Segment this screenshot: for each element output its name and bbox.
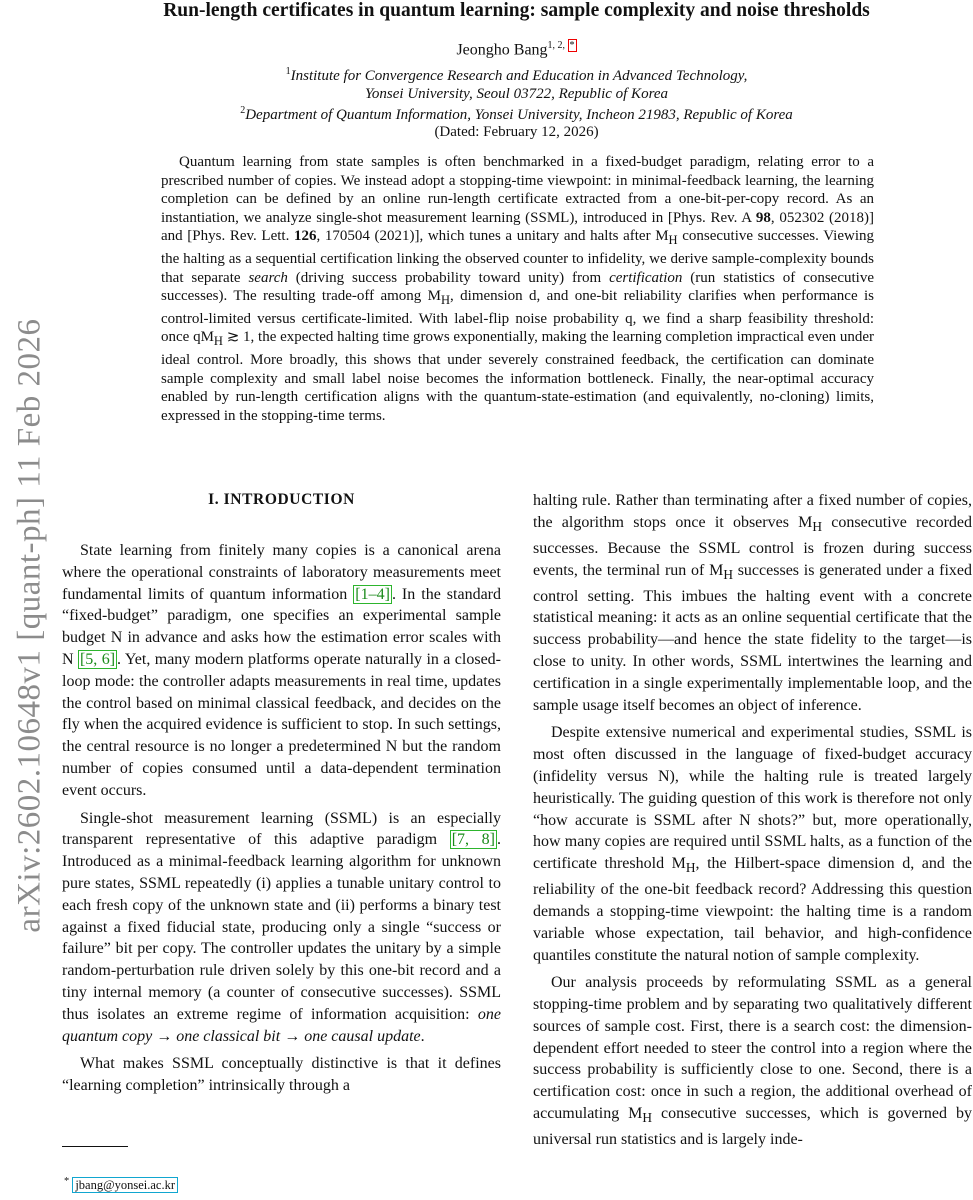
email-link[interactable]: jbang@yonsei.ac.kr [72, 1177, 178, 1193]
arxiv-identifier: arXiv:2602.10648v1 [quant-ph] 11 Feb 2026 [11, 317, 48, 933]
paragraph: State learning from finitely many copies is a canonical arena where the operational constraints of laboratory measurements meet fundamental limits of quantum information [1–4] . In the standard “fixed-budget” paradigm, one specifies an experimental sample budget N in advance and asks how the estimation error scales with N [5, 6] . Yet, many modern platforms operate naturally in a closed-loop mode: the controller adapts measurements in real time, updates the control based on minimal classical feedback, and decides on the fly when the acquired evidence is sufficient to stop. In such settings, the central resource is no longer a predetermined N but the random number of copies consumed until a data-dependent termination event occurs. [62, 542, 502, 799]
paragraph: Our analysis proceeds by reformulating SSML as a general stopping-time problem and by separating two qualitatively different sources of sample cost. First, there is a search cost: the dimension-dependent effort needed to steer the control into a region where the success probability is sufficiently close to one. Second, there is a certification cost: once in such a region, the additional overhead of accumulating $M_H$ consecutive successes, which is governed by universal run statistics and is largely inde- [533, 974, 972, 1149]
footnote-divider [62, 1146, 128, 1147]
author-email-link[interactable]: * [569, 40, 575, 51]
citation-link[interactable]: [1–4] [355, 585, 390, 603]
footnote: * jbang@yonsei.ac.kr [64, 1176, 178, 1193]
paragraph: halting rule. Rather than terminating after a fixed number of copies, the algorithm stops once it observes $M_H$ consecutive recorded successes. Because the SSML control is frozen during success events, the terminal run of $M_H$ successes is generated under a fixed control setting. This imbues the halting event with a concrete statistical meaning: it acts as an online sequential certificate that the success probability—and hence the state fidelity to the target—is close to unity. In other words, SSML intertwines the learning and certification in a single experimentally implementable loop, and the sample usage itself becomes an object of inference. [533, 492, 972, 714]
author-name: Jeongho Bang [456, 41, 548, 59]
section-heading-introduction: I. INTRODUCTION [208, 491, 355, 508]
abstract: Quantum learning from state samples is often benchmarked in a fixed-budget paradigm, relating error to a prescribed number of copies. We instead adopt a stopping-time viewpoint: in minimal-feedback learning, the learning completion can be defined by an online run-length certificate extracted from a one-bit-per-copy record. As an instantiation, we analyze single-shot measurement learning (SSML), introduced in [Phys. Rev. A 98, 052302 (2018)] and [Phys. Rev. Lett. 126, 170504 (2021)], which tunes a unitary and halts after $M_H$ consecutive successes. Viewing the halting as a sequential certification linking the observed counter to infidelity, we derive sample-complexity bounds that separate search (driving success probability toward unity) from certification (run statistics of consecutive successes). The resulting trade-off among $M_H$, dimension d, and one-bit reliability clarifies when performance is control-limited versus certificate-limited. With label-flip noise probability q, we find a sharp feasibility threshold: once $qM_H$ ≳ 1, the expected halting time grows exponentially, making the learning completion impractical even under ideal control. More broadly, this shows that under severely constrained feedback, the certification can dominate sample complexity and small label noise becomes the information bottleneck. Finally, the near-optimal accuracy enabled by run-length certification aligns with the quantum-state-estimation (and equivalently, no-cloning) limits, expressed in the stopping-time terms. [161, 154, 875, 424]
citation-link[interactable]: [5, 6] [79, 650, 116, 668]
affiliation-2: $^2$Department of Quantum Information, Yonsei University, Incheon 21983, Republic of Korea [240, 105, 793, 123]
right-column [533, 490, 972, 1151]
left-column [62, 540, 501, 1097]
paragraph: Despite extensive numerical and experimental studies, SSML is most often discussed in the language of fixed-budget accuracy (infidelity versus N), while the halting rule is treated largely heuristically. The guiding question of this work is therefore not only “how accurate is SSML after N shots?” but, more operationally, how many copies are required until SSML halts, as a function of the certificate threshold $M_H$, the Hilbert-space dimension d, and the reliability of the one-bit feedback record? Addressing this question demands a stopping-time viewpoint: the halting time is a random variable whose expectation, tail behavior, and high-confidence quantiles constitute the natural notion of sample complexity. [533, 724, 972, 964]
citation-link[interactable]: [7, 8] [451, 831, 495, 849]
paper-title: Run-length certificates in quantum learning: sample complexity and noise thresholds [163, 0, 870, 21]
paragraph: Single-shot measurement learning (SSML) is an especially transparent representative of this adaptive paradigm [7, 8] . Introduced as a minimal-feedback learning algorithm for unknown pure states, SSML repeatedly (i) applies a tunable unitary control to each fresh copy of the unknown state and (ii) performs a binary test against a fixed fiducial state, producing only a single “success or failure” bit per copy. The controller updates the unitary by a simple random-perturbation rule driven solely by this one-bit record and a tiny internal memory (a counter of consecutive successes). SSML thus isolates an extreme regime of information acquisition: one quantum copy → one classical bit → one causal update. [62, 809, 501, 1045]
author-affil-sup: 1, 2, * [547, 40, 575, 51]
affiliation-1-line1: $^1$Institute for Convergence Research and Education in Advanced Technology, [285, 66, 748, 84]
affiliation-1-line2: Yonsei University, Seoul 03722, Republic of Korea [364, 86, 669, 102]
paragraph: What makes SSML conceptually distinctive is that it defines “learning completion” intrinsically through a [62, 1055, 501, 1095]
dated-line: (Dated: February 12, 2026) [434, 124, 599, 140]
author-line [60, 40, 973, 59]
